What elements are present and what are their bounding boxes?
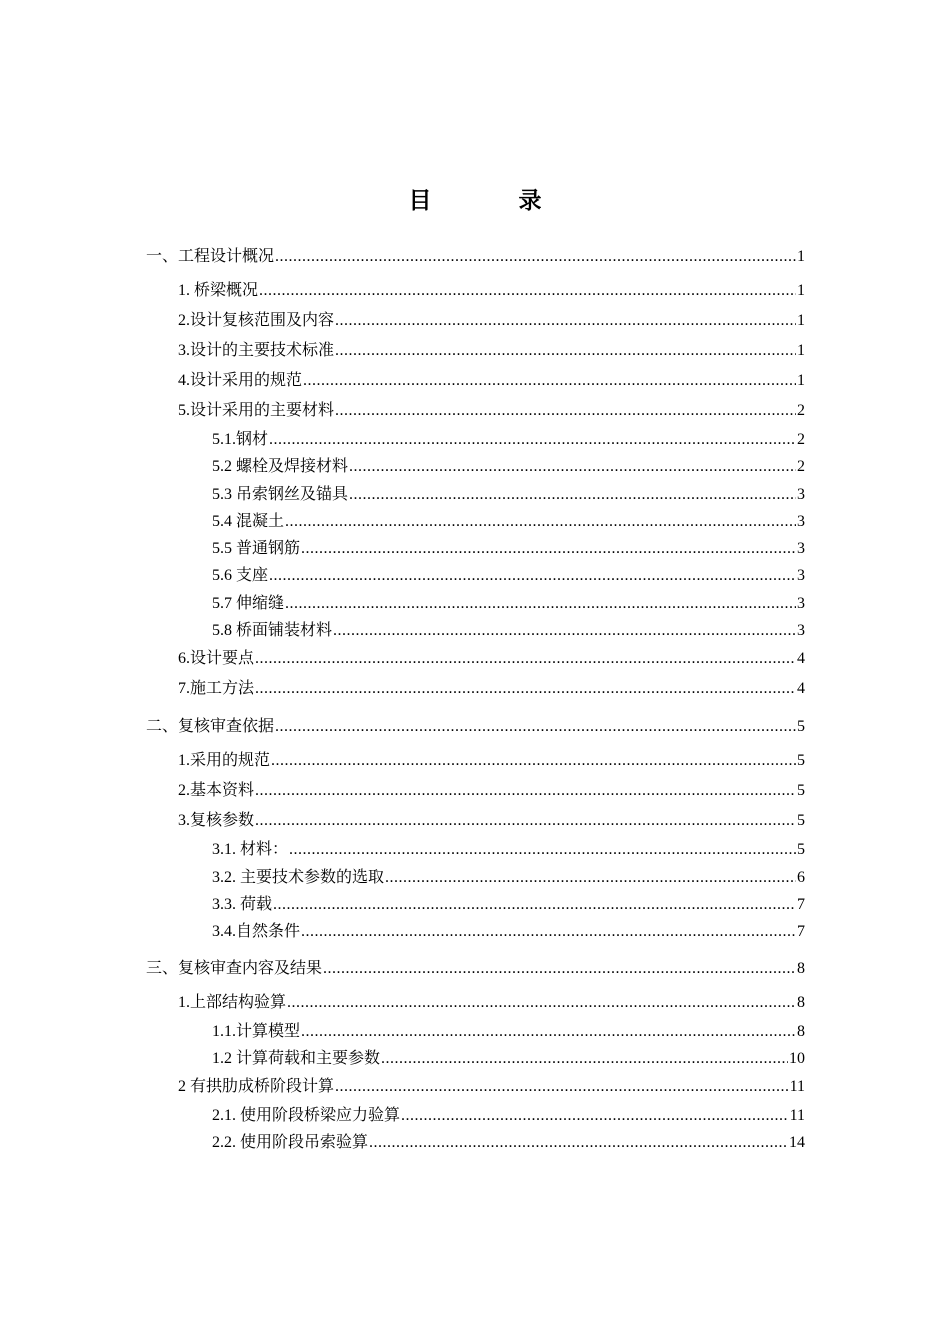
- toc-page-number: 11: [789, 1107, 805, 1125]
- toc-dot-leader: [381, 1045, 788, 1072]
- toc-entry-label: 5.6 支座: [212, 567, 269, 585]
- toc-dot-leader: [255, 776, 796, 806]
- toc-page-number: 8: [797, 993, 805, 1011]
- toc-page-number: 5: [797, 752, 805, 770]
- toc-entry-label: 二、复核审查依据: [146, 718, 275, 736]
- toc-entry-label: 2.2. 使用阶段吊索验算: [212, 1134, 369, 1152]
- toc-entry[interactable]: [146, 590, 805, 617]
- toc-page-number: 4: [797, 650, 805, 668]
- toc-entry-label: 一、工程设计概况: [146, 248, 275, 265]
- toc-entry-label: 5.5 普通钢筋: [212, 540, 301, 558]
- toc-entry[interactable]: [146, 481, 805, 508]
- toc-entry-label: 2.1. 使用阶段桥梁应力验算: [212, 1107, 401, 1125]
- toc-page-number: 5: [797, 782, 805, 800]
- toc-page-number: 1: [797, 312, 805, 329]
- toc-dot-leader: [335, 336, 796, 366]
- toc-page-number: 8: [797, 959, 805, 977]
- toc-entry[interactable]: [146, 864, 805, 891]
- toc-entry[interactable]: [146, 1045, 805, 1072]
- toc-entry-label: 1.1.计算模型: [212, 1022, 301, 1040]
- page-title: 目 录: [408, 188, 574, 214]
- toc-entry-label: 3.复核参数: [178, 812, 255, 830]
- toc-dot-leader: [401, 1102, 789, 1129]
- toc-dot-leader: [255, 806, 796, 836]
- table-of-contents: [146, 242, 805, 1157]
- toc-dot-leader: [287, 988, 796, 1018]
- toc-page-number: 4: [797, 680, 805, 698]
- toc-entry[interactable]: [146, 426, 805, 453]
- toc-entry[interactable]: [146, 712, 805, 746]
- toc-dot-leader: [301, 535, 796, 562]
- toc-page-number: 7: [797, 923, 805, 941]
- toc-entry[interactable]: [146, 562, 805, 589]
- toc-dot-leader: [369, 1129, 788, 1156]
- toc-dot-leader: [335, 306, 796, 336]
- toc-page-number: 3: [797, 567, 805, 585]
- toc-entry[interactable]: [146, 918, 805, 945]
- toc-entry[interactable]: [146, 276, 805, 306]
- toc-entry[interactable]: [146, 617, 805, 644]
- toc-entry-label: 5.设计采用的主要材料: [178, 402, 335, 419]
- toc-dot-leader: [255, 644, 796, 674]
- toc-page-number: 2: [797, 402, 805, 419]
- toc-page-number: 11: [789, 1078, 805, 1096]
- toc-page-number: 2: [797, 431, 805, 448]
- toc-dot-leader: [323, 954, 796, 984]
- toc-page-number: 6: [797, 868, 805, 886]
- toc-dot-leader: [275, 242, 796, 272]
- toc-entry-label: 5.1.钢材: [212, 431, 269, 448]
- toc-dot-leader: [385, 864, 796, 891]
- toc-dot-leader: [289, 836, 796, 863]
- toc-dot-leader: [333, 617, 796, 644]
- toc-entry-label: 5.3 吊索钢丝及锚具: [212, 485, 349, 503]
- toc-dot-leader: [349, 453, 796, 480]
- toc-entry[interactable]: [146, 644, 805, 674]
- toc-entry[interactable]: [146, 1072, 805, 1102]
- toc-entry[interactable]: [146, 674, 805, 704]
- toc-dot-leader: [335, 396, 796, 426]
- toc-entry[interactable]: [146, 1018, 805, 1045]
- toc-entry[interactable]: [146, 836, 805, 863]
- toc-dot-leader: [271, 746, 796, 776]
- toc-entry-label: 6.设计要点: [178, 650, 255, 668]
- toc-dot-leader: [349, 481, 796, 508]
- toc-dot-leader: [255, 674, 796, 704]
- toc-entry[interactable]: [146, 891, 805, 918]
- toc-dot-leader: [335, 1072, 789, 1102]
- toc-entry[interactable]: [146, 1129, 805, 1156]
- toc-page-number: 2: [797, 458, 805, 476]
- toc-entry-label: 2.基本资料: [178, 782, 255, 800]
- toc-entry-label: 1.2 计算荷载和主要参数: [212, 1049, 381, 1067]
- toc-page-number: 1: [797, 248, 805, 265]
- toc-entry[interactable]: [146, 453, 805, 480]
- toc-entry-label: 5.4 混凝土: [212, 512, 285, 530]
- toc-entry-label: 3.2. 主要技术参数的选取: [212, 868, 385, 886]
- toc-entry-label: 三、复核审查内容及结果: [146, 959, 323, 977]
- toc-page-number: 8: [797, 1022, 805, 1040]
- toc-entry-label: 3.设计的主要技术标准: [178, 342, 335, 359]
- toc-entry[interactable]: [146, 366, 805, 396]
- toc-dot-leader: [301, 918, 796, 945]
- toc-page-number: 1: [797, 372, 805, 389]
- toc-entry-label: 2.设计复核范围及内容: [178, 312, 335, 329]
- toc-dot-leader: [285, 590, 796, 617]
- toc-entry-label: 3.3. 荷载: [212, 895, 273, 913]
- toc-entry[interactable]: [146, 988, 805, 1018]
- toc-page-number: 5: [797, 841, 805, 859]
- toc-entry[interactable]: [146, 336, 805, 366]
- toc-entry[interactable]: [146, 535, 805, 562]
- toc-entry-label: 7.施工方法: [178, 680, 255, 698]
- toc-page-number: 3: [797, 512, 805, 530]
- toc-entry[interactable]: [146, 1102, 805, 1129]
- toc-entry-label: 4.设计采用的规范: [178, 372, 303, 389]
- toc-dot-leader: [275, 712, 796, 742]
- toc-page-number: 3: [797, 485, 805, 503]
- toc-page-number: 1: [797, 342, 805, 359]
- toc-entry[interactable]: [146, 806, 805, 836]
- toc-entry[interactable]: [146, 242, 805, 276]
- toc-dot-leader: [269, 426, 796, 453]
- toc-page-number: 5: [797, 718, 805, 736]
- toc-dot-leader: [269, 562, 796, 589]
- toc-page-number: 3: [797, 622, 805, 640]
- toc-page-number: 10: [789, 1049, 805, 1067]
- toc-entry[interactable]: [146, 396, 805, 426]
- toc-dot-leader: [303, 366, 796, 396]
- toc-page-number: 14: [789, 1134, 805, 1152]
- toc-page-number: 3: [797, 540, 805, 558]
- toc-entry-label: 1.上部结构验算: [178, 993, 287, 1011]
- toc-page-number: 5: [797, 812, 805, 830]
- toc-entry-label: 3.4.自然条件: [212, 923, 301, 941]
- toc-entry-label: 5.8 桥面铺装材料: [212, 622, 333, 640]
- toc-entry[interactable]: [146, 776, 805, 806]
- toc-entry[interactable]: [146, 954, 805, 988]
- toc-page-number: 3: [797, 594, 805, 612]
- toc-entry[interactable]: [146, 508, 805, 535]
- toc-entry-label: 2 有拱肋成桥阶段计算: [178, 1078, 335, 1096]
- toc-entry[interactable]: [146, 306, 805, 336]
- toc-entry-label: 5.7 伸缩缝: [212, 594, 285, 612]
- toc-dot-leader: [273, 891, 796, 918]
- toc-dot-leader: [285, 508, 796, 535]
- toc-entry-label: 1.采用的规范: [178, 752, 271, 770]
- toc-dot-leader: [259, 276, 796, 306]
- toc-page-number: 7: [797, 895, 805, 913]
- toc-dot-leader: [301, 1018, 796, 1045]
- toc-entry-label: 5.2 螺栓及焊接材料: [212, 458, 349, 476]
- toc-entry-label: 1. 桥梁概况: [178, 282, 259, 299]
- toc-page-number: 1: [797, 282, 805, 299]
- toc-entry[interactable]: [146, 746, 805, 776]
- toc-entry-label: 3.1. 材料：: [212, 841, 289, 859]
